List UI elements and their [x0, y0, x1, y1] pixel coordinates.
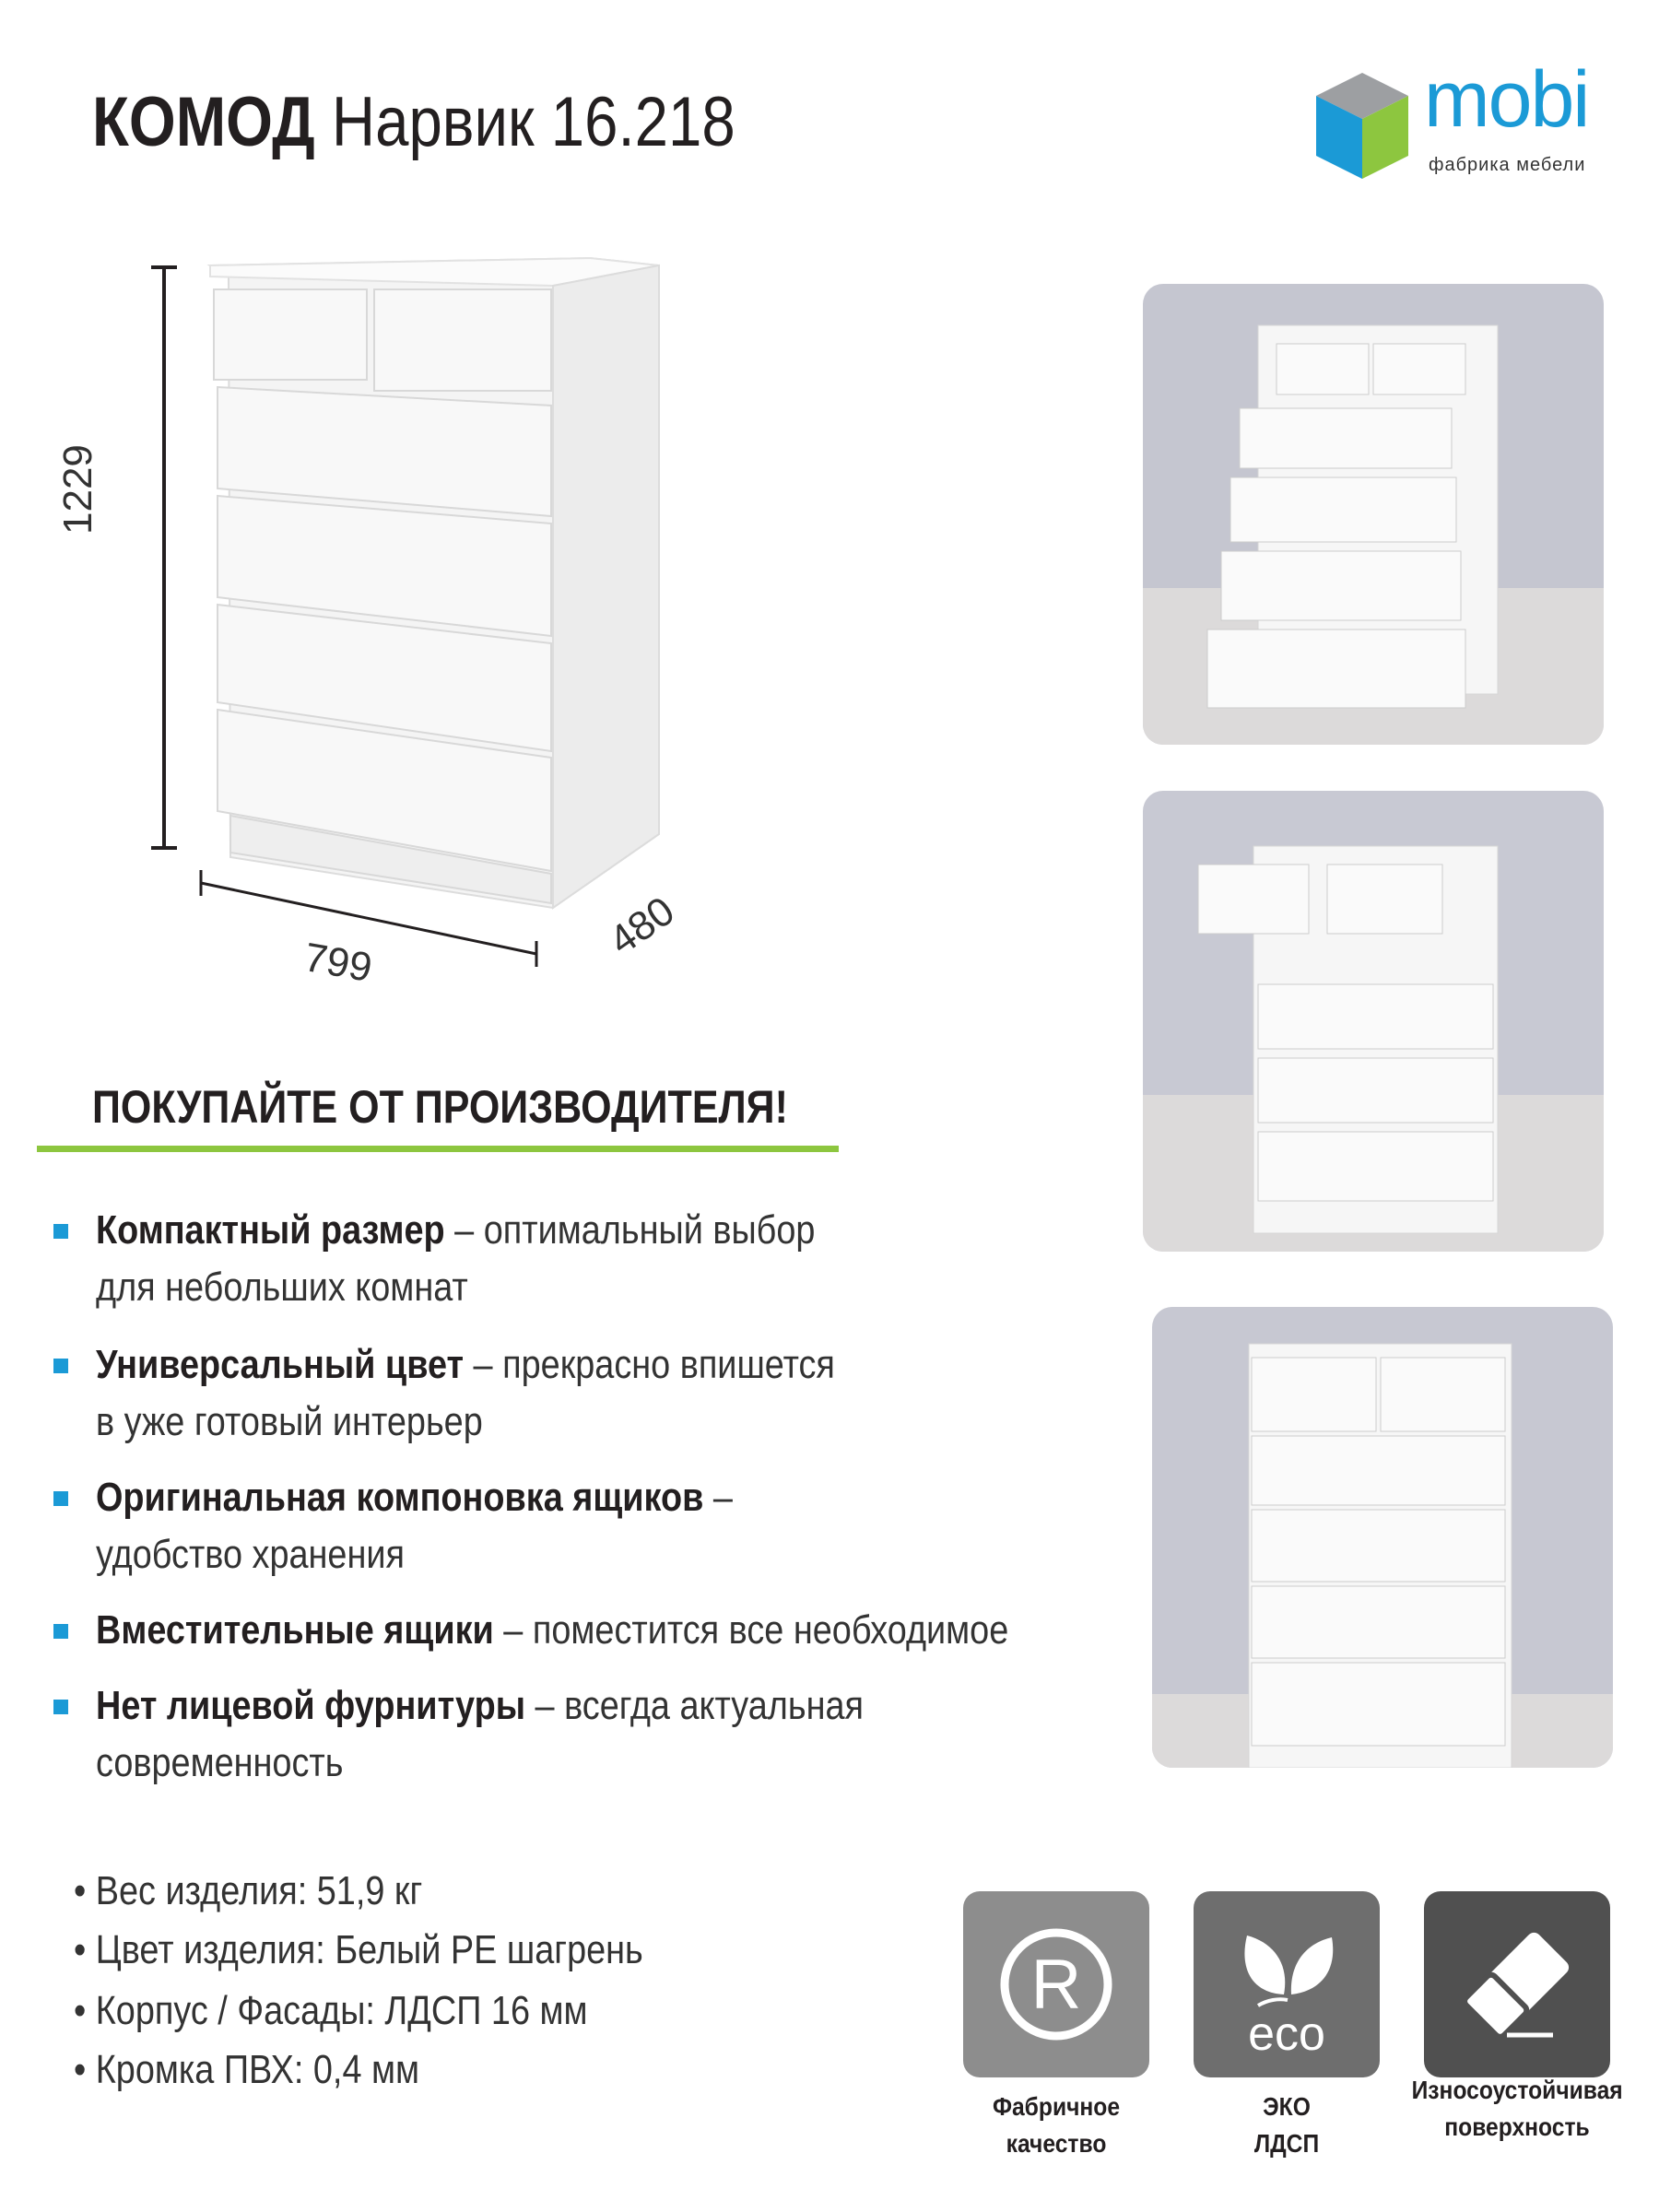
- feature-1-title: Компактный размер: [96, 1207, 445, 1253]
- bullet-square-icon: [53, 1491, 68, 1506]
- svg-text:R: R: [1030, 1946, 1082, 2024]
- feature-2-title: Универсальный цвет: [96, 1342, 465, 1387]
- feature-2-line2: в уже готовый интерьер: [96, 1399, 483, 1444]
- badge-quality-caption: Фабричное качество: [992, 2092, 1121, 2158]
- eco-label: eco: [1248, 2007, 1325, 2061]
- title-model: Нарвик 16.218: [331, 83, 735, 161]
- photo-open-drawers: [1143, 284, 1604, 745]
- height-dimension: 1229: [55, 444, 100, 535]
- width-dimension: 799: [300, 935, 376, 992]
- feature-5: [96, 1677, 983, 1792]
- spec-weight: • Вес изделия: 51,9 кг: [74, 1868, 423, 1913]
- depth-dimension: 480: [601, 888, 683, 964]
- badge-durable: [1424, 1891, 1610, 2077]
- title-bold: КОМОД: [92, 83, 315, 161]
- feature-2: [96, 1336, 983, 1451]
- spec-color: • Цвет изделия: Белый PE шагрень: [74, 1927, 643, 1972]
- feature-4-text: – поместится все необходимое: [493, 1607, 1009, 1653]
- feature-3-text: –: [703, 1475, 733, 1520]
- bullet-square-icon: [53, 1224, 68, 1239]
- spec-body: • Корпус / Фасады: ЛДСП 16 мм: [74, 1988, 588, 2033]
- eraser-icon: [1424, 1891, 1610, 2077]
- logo-subtitle: фабрика мебели: [1429, 155, 1586, 175]
- registered-icon: [963, 1891, 1149, 2077]
- heading-divider: [37, 1146, 839, 1152]
- badge-eco: [1194, 1891, 1380, 2077]
- badge-durable-caption: Износоустойчивая поверхность: [1411, 2076, 1623, 2141]
- photo-closed: [1152, 1307, 1613, 1768]
- bullet-square-icon: [53, 1624, 68, 1639]
- feature-5-text: – всегда актуальная: [525, 1683, 865, 1728]
- feature-3: [96, 1469, 983, 1583]
- feature-5-title: Нет лицевой фурнитуры: [96, 1683, 526, 1728]
- feature-4-title: Вместительные ящики: [96, 1607, 494, 1653]
- feature-3-title: Оригинальная компоновка ящиков: [96, 1475, 704, 1520]
- bullet-square-icon: [53, 1359, 68, 1373]
- feature-4: [96, 1602, 1009, 1659]
- badge-quality: [963, 1891, 1149, 2077]
- eco-leaf-icon: [1194, 1891, 1380, 2077]
- feature-1: [96, 1202, 983, 1316]
- spec-edge: • Кромка ПВХ: 0,4 мм: [74, 2047, 420, 2092]
- badge-eco-caption: ЭКО ЛДСП: [1253, 2092, 1320, 2158]
- logo-wordmark: mobi: [1424, 55, 1589, 144]
- feature-3-line2: удобство хранения: [96, 1532, 406, 1577]
- photo-top-drawers: [1143, 791, 1604, 1252]
- feature-1-text: – оптимальный выбор: [444, 1207, 816, 1253]
- bullet-square-icon: [53, 1700, 68, 1714]
- feature-1-line2: для небольших комнат: [96, 1265, 468, 1310]
- section-heading: ПОКУПАЙТЕ ОТ ПРОИЗВОДИТЕЛЯ!: [92, 1081, 788, 1133]
- feature-2-text: – прекрасно впишется: [464, 1342, 835, 1387]
- feature-5-line2: современность: [96, 1740, 344, 1785]
- dresser-drawing: [0, 0, 737, 1014]
